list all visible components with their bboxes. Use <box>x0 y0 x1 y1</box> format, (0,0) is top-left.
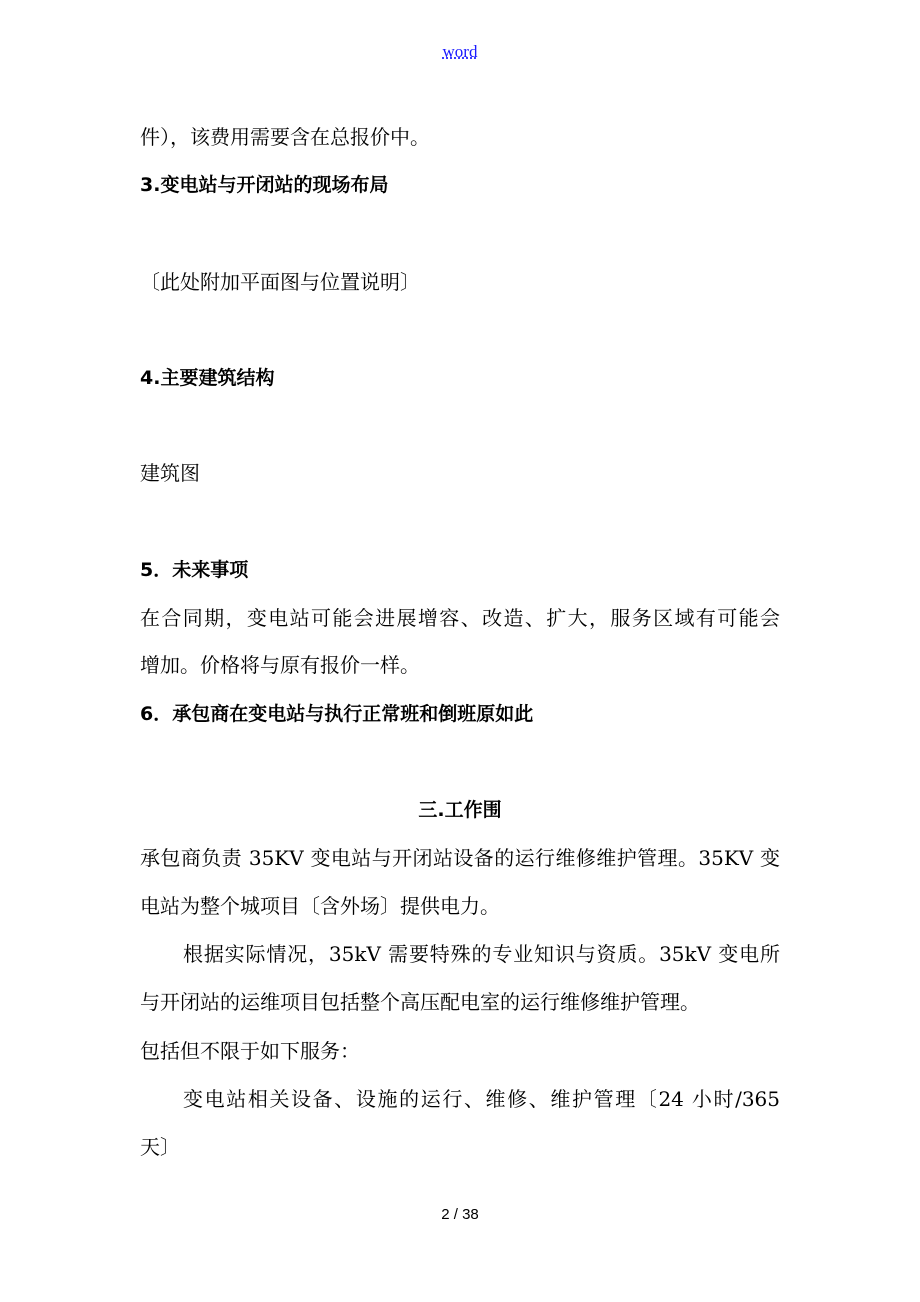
section-4-note: 建筑图 <box>140 461 200 485</box>
section-3-heading: 3.变电站与开闭站的现场布局 <box>140 174 389 196</box>
chapter-3-paragraph-2-line-2: 与开闭站的运维项目包括整个高压配电室的运行维修维护管理。 <box>140 990 700 1014</box>
chapter-3-paragraph-4-line-2: 天〕 <box>140 1135 180 1159</box>
section-5-paragraph-line-2: 增加。价格将与原有报价一样。 <box>140 653 420 677</box>
section-4-heading: 4.主要建筑结构 <box>140 367 275 389</box>
section-6-heading: 6．承包商在变电站与执行正常班和倒班原如此 <box>140 703 534 725</box>
header-word-link[interactable]: word <box>442 42 478 61</box>
section-5-heading: 5．未来事项 <box>140 559 249 581</box>
continued-text-line: 件），该费用需要含在总报价中。 <box>140 125 430 149</box>
chapter-3-paragraph-3: 包括但不限于如下服务： <box>140 1039 360 1063</box>
chapter-3-paragraph-2-line-1: 根据实际情况，35kV 需要特殊的专业知识与资质。35kV 变电所 <box>183 942 780 966</box>
chapter-3-title: 三.工作围 <box>418 799 502 821</box>
page-number: 2 / 38 <box>441 1206 479 1223</box>
chapter-3-paragraph-1-line-2: 电站为整个城项目〔含外场〕提供电力。 <box>140 894 500 918</box>
section-3-note: 〔此处附加平面图与位置说明〕 <box>140 270 420 294</box>
chapter-3-paragraph-4-line-1: 变电站相关设备、设施的运行、维修、维护管理〔24 小时/365 <box>183 1087 780 1111</box>
chapter-3-paragraph-1-line-1: 承包商负责 35KV 变电站与开闭站设备的运行维修维护管理。35KV 变 <box>140 846 780 870</box>
section-5-paragraph-line-1: 在合同期，变电站可能会进展增容、改造、扩大，服务区域有可能会 <box>140 606 780 630</box>
